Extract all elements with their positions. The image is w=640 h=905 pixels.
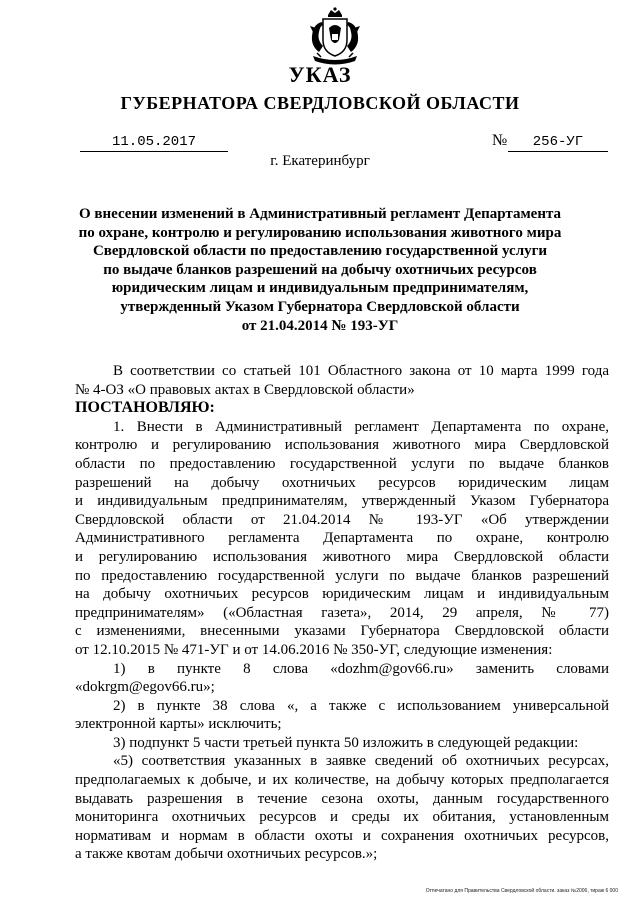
body-line: электронной карты» исключить;: [75, 716, 282, 733]
body-line: 1) в пункте 8 слова «dozhm@gov66.ru» заменить словами: [113, 660, 609, 677]
body-line: Свердловской области от 21.04.2014 № 193-УГ «Об утверждении: [75, 511, 609, 528]
body-line: мониторинга охотничьих ресурсов и среды их обитания, установленным: [75, 809, 609, 826]
heading-line: Свердловской области по предоставлению государственной услуги: [92, 243, 548, 260]
body-line: от 12.10.2015 № 471-УГ и от 14.06.2016 № 350-УГ, следующие изменения:: [75, 641, 553, 658]
body-line: а также квотам добычи охотничьих ресурсов.»;: [75, 846, 378, 863]
body-line: Административного регламента Департамента по охране, контролю: [75, 530, 609, 547]
city-name: г. Екатеринбург: [270, 153, 370, 169]
body-line: 3) подпункт 5 части третьей пункта 50 изложить в следующей редакции:: [113, 734, 579, 751]
body-line: 1. Внести в Административный регламент Департамента по охране,: [113, 418, 609, 435]
decree-heading: [60, 205, 580, 335]
heading-line: утвержденный Указом Губернатора Свердловской области: [120, 298, 520, 315]
document-number: 256-УГ: [508, 134, 608, 152]
body-line: предполагаемых к добыче, и их количестве, на добычу которых предполагается: [75, 772, 609, 789]
heading-line: по выдаче бланков разрешений на добычу охотничьих ресурсов: [103, 261, 537, 278]
body-line: с изменениями, внесенными указами Губернатора Свердловской области: [75, 623, 609, 640]
decree-body: [75, 362, 609, 864]
document-date: 11.05.2017: [80, 134, 228, 152]
heading-line: по охране, контролю и регулированию использования животного мира: [78, 224, 562, 241]
print-footer: Отпечатано для Правительства Свердловской области. заказ №2006, тираж 6 000: [425, 888, 618, 894]
resolution-keyword: ПОСТАНОВЛЯЮ:: [75, 399, 215, 417]
heading-line: от 21.04.2014 № 193-УГ: [241, 317, 399, 334]
body-line: В соответствии со статьей 101 Областного закона от 10 марта 1999 года: [113, 363, 609, 379]
heading-line: О внесении изменений в Административный регламент Департамента: [78, 206, 562, 222]
body-line: «5) соответствия указанных в заявке сведений об охотничьих ресурсах,: [113, 753, 609, 770]
body-line: № 4-ОЗ «О правовых актах в Свердловской области»: [75, 381, 415, 398]
body-line: на добычу охотничьих ресурсов юридическим лицам и индивидуальным: [75, 586, 609, 603]
document-title: УКАЗ: [288, 62, 352, 87]
heading-line: юридическим лицам и индивидуальным предпринимателям,: [111, 280, 529, 297]
document-subtitle: ГУБЕРНАТОРА СВЕРДЛОВСКОЙ ОБЛАСТИ: [120, 93, 520, 113]
body-line: 2) в пункте 38 слова «, а также с использованием универсальной: [113, 697, 609, 714]
body-line: области по предоставлению государственной услуги по выдаче бланков: [75, 455, 609, 472]
number-sign: №: [492, 132, 508, 149]
body-line: «dokrgm@egov66.ru»;: [75, 679, 215, 696]
body-line: по предоставлению государственной услуги по выдаче бланков разрешений: [75, 567, 609, 584]
body-line: разрешений на добычу охотничьих ресурсов юридическим лицам: [75, 474, 609, 491]
body-line: контролю и регулированию использования животного мира Свердловской: [75, 437, 609, 454]
body-line: и индивидуальным предпринимателям, утвержденный Указом Губернатора: [75, 493, 609, 510]
body-line: предпринимателям» («Областная газета», 2014, 29 апреля, № 77): [75, 604, 609, 621]
body-line: выдавать разрешения в течение сезона охоты, данным государственного: [75, 790, 609, 807]
body-line: нормативам и нормам в области охоты и сохранения охотничьих ресурсов,: [75, 827, 609, 844]
body-line: и регулированию использования животного мира Свердловской области: [75, 548, 609, 565]
coat-of-arms-icon: [305, 6, 365, 68]
